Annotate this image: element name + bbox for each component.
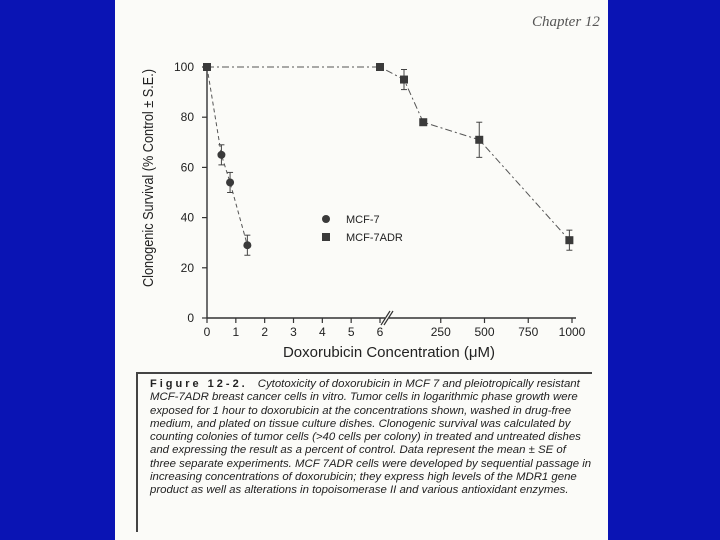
x-tick-label: 250 — [430, 325, 451, 339]
legend-marker-square — [322, 233, 330, 241]
figure-caption — [136, 372, 592, 532]
data-point-circle — [243, 241, 251, 249]
chart-legend — [322, 214, 403, 244]
legend-label: MCF-7ADR — [346, 232, 403, 244]
x-tick-label: 0 — [203, 325, 211, 339]
y-tick-label: 20 — [180, 260, 194, 275]
series-line — [207, 67, 247, 245]
legend-marker-circle — [322, 215, 330, 223]
data-point-square — [203, 63, 211, 71]
chart-lines — [207, 67, 569, 245]
y-axis-title: Clonogenic Survival (% Control ± S.E.) — [140, 29, 157, 287]
chart-marks — [203, 63, 573, 255]
y-tick-label: 60 — [180, 160, 194, 175]
y-tick-label: 100 — [173, 60, 194, 74]
chapter-header: Chapter 12 — [532, 14, 600, 30]
y-tick-label: 0 — [187, 311, 194, 325]
chart-axes — [140, 29, 586, 361]
data-point-circle — [217, 151, 225, 159]
x-tick-label: 500 — [474, 325, 495, 339]
series-line — [207, 67, 569, 240]
legend-label: MCF-7 — [346, 214, 380, 226]
x-tick-label: 2 — [261, 325, 269, 339]
data-point-square — [400, 76, 408, 84]
x-tick-label: 6 — [376, 325, 384, 339]
y-tick-label: 40 — [180, 210, 194, 225]
x-tick-label: 3 — [290, 325, 297, 339]
data-point-circle — [226, 178, 234, 186]
x-tick-label: 1 — [232, 325, 240, 339]
data-point-square — [376, 63, 384, 71]
data-point-square — [475, 136, 483, 144]
data-point-square — [565, 236, 573, 244]
x-tick-label: 5 — [347, 325, 355, 339]
x-tick-label: 750 — [518, 325, 539, 339]
x-axis-title: Doxorubicin Concentration (μM) — [282, 344, 496, 361]
y-tick-label: 80 — [180, 110, 194, 125]
x-tick-label: 4 — [318, 325, 326, 339]
x-tick-label: 1000 — [558, 325, 586, 339]
data-point-square — [419, 118, 427, 126]
figure-label: Figure 12-2. — [150, 378, 248, 390]
caption-text: Cytotoxicity of doxorubicin in MCF 7 and pleiotropically resistant MCF-7ADR breast cancer cells in vitro. Tumor cells in logarithmic phase growth were exposed for 1 hour to doxorubicin at the concentrations shown, washed in drug-free medium, and plated on tissue culture dishes. Clonogenic survival was calculated by counting colonies of tumor cells (>40 cells per colony) in treated and untreated dishes and expressing the result as a percent of control. Data represent the mean ± SE of three separate experiments. MCF 7ADR cells were developed by sequential passage in increasing concentrations of doxorubicin; they express high levels of the MDR1 gene product as well as alterations in topoisomerase II and various antioxidant enzymes. — [150, 378, 592, 497]
